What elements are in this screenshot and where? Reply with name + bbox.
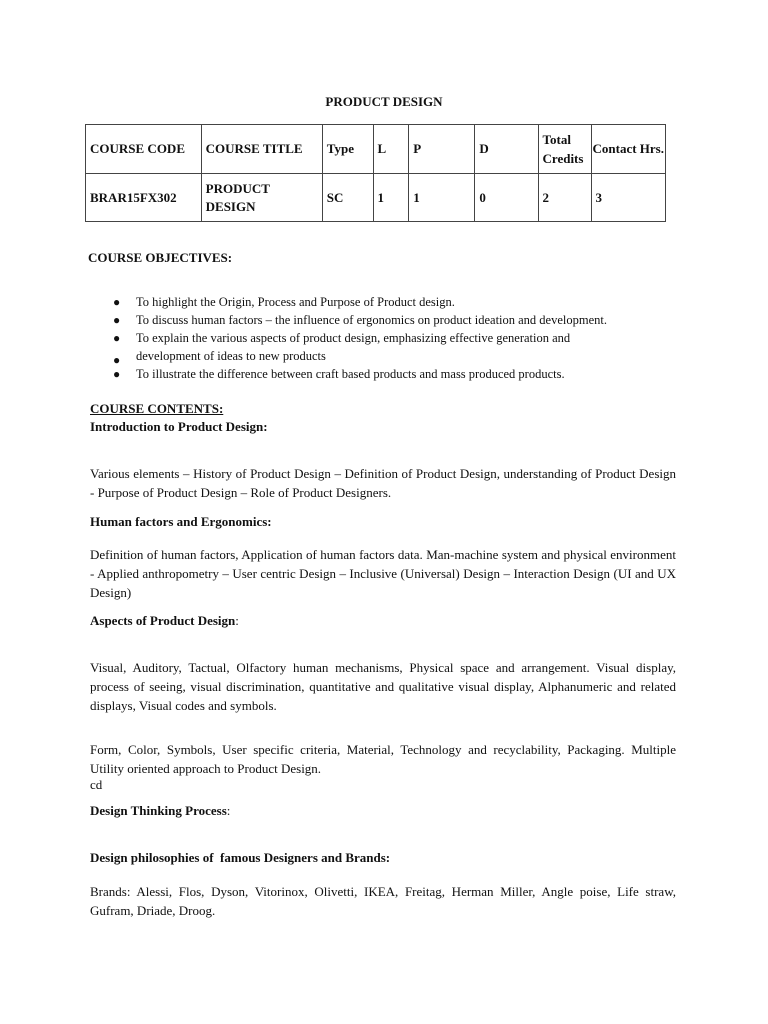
- aspects-heading: Aspects of Product Design: [90, 613, 236, 628]
- bullet-icon: ●: [113, 353, 121, 367]
- page-title: PRODUCT DESIGN: [325, 94, 443, 109]
- objectives-heading: COURSE OBJECTIVES:: [88, 250, 233, 265]
- cell-d: 0: [475, 174, 538, 222]
- cell-contact-hrs: 3: [591, 174, 666, 222]
- aspects-colon: :: [235, 613, 239, 628]
- table-header-row: [86, 125, 666, 174]
- form-paragraph: Form, Color, Symbols, User specific criteria, Material, Technology and recyclability, Packaging. Multiple Utility oriented approach to Product Design.: [90, 742, 676, 776]
- header-l: L: [373, 125, 409, 174]
- human-factors-heading: Human factors and Ergonomics:: [90, 514, 272, 529]
- cell-total-credits: 2: [538, 174, 591, 222]
- header-type: Type: [322, 125, 373, 174]
- cd-text: cd: [90, 777, 103, 792]
- course-contents-heading: COURSE CONTENTS:: [90, 401, 224, 416]
- aspects-paragraph: Visual, Auditory, Tactual, Olfactory human mechanisms, Physical space and arrangement. Visual display, process of seeing, visual discrimination, quantitative and qualitative visual display, Alphanumeric and related displays, Visual codes and symbols.: [90, 660, 676, 713]
- bullet-icon: ●: [113, 295, 121, 309]
- bullet-icon: ●: [113, 367, 121, 381]
- table-row: [86, 174, 666, 222]
- human-factors-paragraph: Definition of human factors, Application of human factors data. Man-machine system and physical environment - Applied anthropometry – User centric Design – Inclusive (Universal) Design – Interaction Design (UI and UX Design): [90, 547, 676, 600]
- cell-p: 1: [409, 174, 475, 222]
- cell-course-code: BRAR15FX302: [86, 174, 202, 222]
- thinking-heading-line: [90, 803, 230, 819]
- philosophies-heading: Design philosophies of famous Designers and Brands:: [90, 850, 391, 865]
- cell-l: 1: [373, 174, 409, 222]
- thinking-heading: Design Thinking Process: [90, 803, 227, 818]
- cell-type: SC: [322, 174, 373, 222]
- bullet-icon: ●: [113, 331, 121, 345]
- intro-heading: Introduction to Product Design:: [90, 419, 268, 434]
- header-total-credits: Total Credits: [538, 125, 591, 174]
- thinking-colon: :: [226, 803, 231, 818]
- intro-paragraph: Various elements – History of Product Design – Definition of Product Design, understanding of Product Design - Purpose of Product Design – Role of Product Designers.: [90, 466, 676, 500]
- bullet-icon: ●: [113, 313, 121, 327]
- header-contact-hrs: Contact Hrs.: [591, 125, 666, 174]
- header-course-code: COURSE CODE: [86, 125, 202, 174]
- course-table: [85, 124, 666, 222]
- header-course-title: COURSE TITLE: [201, 125, 322, 174]
- header-p: P: [409, 125, 475, 174]
- aspects-heading-line: [90, 613, 239, 629]
- cell-course-title: PRODUCT DESIGN: [201, 174, 322, 222]
- header-d: D: [475, 125, 538, 174]
- brands-paragraph: Brands: Alessi, Flos, Dyson, Vitorinox, Olivetti, IKEA, Freitag, Herman Miller, Angle poise, Life straw, Gufram, Driade, Droog.: [90, 884, 676, 918]
